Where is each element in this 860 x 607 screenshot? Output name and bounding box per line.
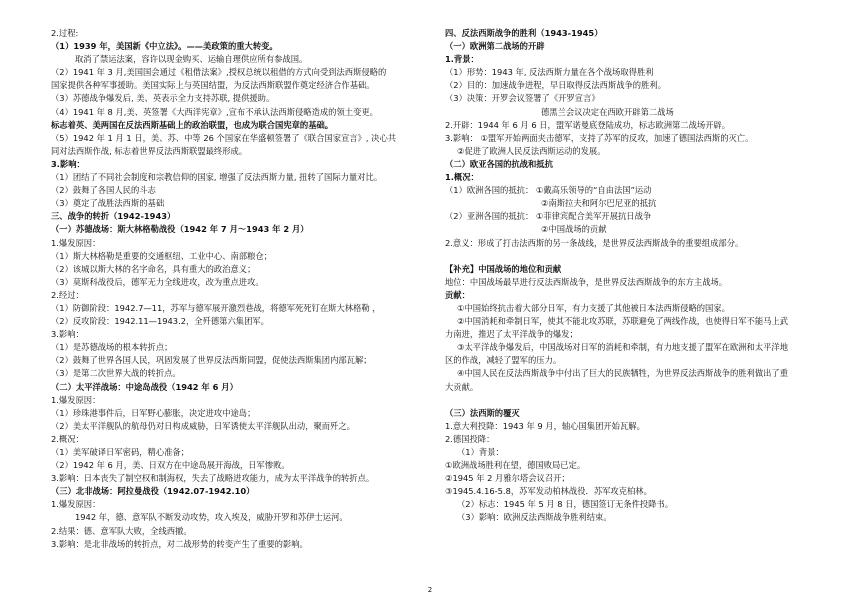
right-text-line: 1.概况： <box>445 172 479 183</box>
left-text-line: 取消了禁运法案，容许以现金购买、运输自理供应所有参战国。 <box>75 54 308 65</box>
right-text-line: （二）欧亚各国的抗战和抵抗 <box>445 158 553 169</box>
left-text-line: 3.影响： <box>51 158 85 169</box>
left-text-line: 3.影响： <box>51 329 84 340</box>
left-text-line: 2.过程: <box>51 28 79 38</box>
left-text-line: （2）1942 年 6 月，美、日双方在中途岛展开海战，日军惨败。 <box>51 460 290 471</box>
left-text-line: 三、战争的转折（1942-1943） <box>51 211 176 222</box>
left-text-line: 3.影响：是北非战场的转折点，对二战形势的转变产生了重要的影响。 <box>51 538 308 549</box>
right-text-line: （3）决策：开罗会议签署了《开罗宣言》 <box>445 93 600 104</box>
left-text-line: （1）是苏德战场的根本转折点； <box>51 342 173 353</box>
right-text-line: 四、反法西斯战争的胜利（1943-1945） <box>445 28 603 38</box>
right-text-line: ③1945.4.16-5.8，苏军发动柏林战役．苏军攻克柏林。 <box>445 486 652 497</box>
left-text-line: （1）防御阶段：1942.7—11，苏军与德军展开激烈巷战，将德军死死钉在斯大林格勒 ， <box>51 302 381 313</box>
right-text-line: （三）法西斯的覆灭 <box>445 407 520 418</box>
left-text-line: （2）美太平洋舰队的航母仍对日构成威胁，日军诱使太平洋舰队出动，聚而歼之。 <box>51 420 355 431</box>
page-number: 2 <box>427 586 433 594</box>
left-text-line: （2）反攻阶段：1942.11—1943.2，全歼德第六集团军。 <box>51 316 269 327</box>
left-text-line: （三）北非战场：阿拉曼战役（1942.07-1942.10） <box>51 486 255 497</box>
left-text-line: 1.爆发原因： <box>51 237 101 248</box>
right-text-line: （一）欧洲第二战场的开辟 <box>445 41 545 52</box>
left-column <box>51 27 419 551</box>
left-text-line: 标志着英、美两国在反法西斯基础上的政治联盟，也成为联合国宪章的基础。 <box>51 119 334 130</box>
left-text-line: 1.爆发原因： <box>51 394 101 405</box>
right-text-line: 地位：中国战场最早进行反法西斯战争，是世界反法西斯战争的东方主战场。 <box>445 276 728 287</box>
left-text-line: 1.爆发原因： <box>51 499 101 510</box>
right-text-line: 力南进，推迟了太平洋战争的爆发； <box>445 329 578 340</box>
right-text-line: 大贡献。 <box>445 381 479 392</box>
left-text-line: （4）1941 年 8 月,美、英签署《大西洋宪章》,宣布不承认法西斯侵略造成的领土变更。 <box>51 106 378 117</box>
right-text-line: 2.意义：形成了打击法西斯的另一条战线，是世界反法西斯战争的重要组成部分。 <box>445 237 744 248</box>
left-text-line: （一）苏德战场：斯大林格勒战役（1942 年 7 月～1943 年 2 月） <box>51 224 309 235</box>
left-text-line: （5）1942 年 1 月 1 日，美、苏、中等 26 个国家在华盛顿签署了《联合国家宣言》, 决心共 <box>51 132 397 143</box>
left-text-line: （3）是第二次世界大战的转折点。 <box>51 368 181 379</box>
right-text-line: （2）标志：1945 年 5 月 8 日，德国签订无条件投降书。 <box>457 499 674 510</box>
right-text-line: 3.影响： ①盟军开始两面夹击德军，支持了苏军的反攻，加速了德国法西斯的灭亡。 <box>445 132 754 143</box>
right-text-line <box>445 250 817 263</box>
left-text-line: （1）珍珠港事件后，日军野心膨胀，决定进攻中途岛； <box>51 407 256 418</box>
right-text-line: （2）目的：加速战争进程，早日取得反法西斯战争的胜利。 <box>445 80 666 91</box>
right-text-line: ①中国始终抗击着大部分日军，有力支援了其他被日本法西斯侵略的国家。 <box>457 302 730 313</box>
right-text-line: 【补充】中国战场的地位和贡献 <box>445 263 562 274</box>
left-text-line: 3.影响：日本丧失了制空权和制海权，失去了战略进攻能力，成为太平洋战争的转折点。 <box>51 473 375 484</box>
left-text-line: 国家提供各种军事援助。美国实际上与英国结盟，为反法西斯联盟作奠定经济合作基础。 <box>51 80 375 91</box>
right-text-line: 1.意大利投降：1943 年 9 月，轴心国集团开始瓦解。 <box>445 420 645 431</box>
left-text-line: 同对法西斯作战, 标志着世界反法西斯联盟最终形成。 <box>51 145 248 156</box>
left-text-line: 1942 年，德、意军队不断发动攻势，攻入埃及，威胁开罗和苏伊士运河。 <box>75 512 348 523</box>
right-text-line: （1）背景： <box>457 447 504 457</box>
right-text-line: 区的作战，减轻了盟军的压力。 <box>445 355 562 366</box>
left-text-line: （3）莫斯科战役后，德军无力全线进攻，改为重点进攻。 <box>51 276 264 287</box>
right-text-line: 贡献： <box>445 289 470 300</box>
right-text-line: ①欧洲战场胜利在望，德国败局已定。 <box>445 460 586 471</box>
right-text-line: ②南斯拉夫和阿尔巴尼亚的抵抗 <box>541 198 657 209</box>
right-text-line: 德黑兰会议决定在西欧开辟第二战场 <box>541 106 674 117</box>
left-text-line: （1）团结了不同社会制度和宗教信仰的国家, 增强了反法西斯力量, 扭转了国际力量对比。 <box>51 172 383 183</box>
right-column <box>445 27 817 525</box>
right-text-line: （1）形势：1943 年, 反法西斯力量在各个战场取得胜利 <box>445 67 654 78</box>
right-text-line: （2）亚洲各国的抵抗： ①菲律宾配合美军开展抗日战争 <box>445 211 652 222</box>
right-text-line: ②促进了欧洲人民反法西斯运动的发展。 <box>457 145 606 156</box>
right-text-line: ④中国人民在反法西斯战争中付出了巨大的民族牺牲，为世界反法西斯战争的胜利做出了重 <box>457 368 789 379</box>
left-text-line: （3）奠定了战胜法西斯的基础 <box>51 198 165 209</box>
left-text-line: （3）苏德战争爆发后, 美、英表示全力支持苏联, 提供援助。 <box>51 93 275 104</box>
left-text-line: （1）1939 年，美国新《中立法》。——美政策的重大转变。 <box>51 41 278 52</box>
left-text-line: 2.经过： <box>51 289 84 300</box>
right-text-line: ②中国消耗和牵制日军，使其不能北攻苏联，苏联避免了两线作战，也使得日军不能马上武 <box>457 316 789 327</box>
right-text-line: ③太平洋战争爆发后，中国战场对日军的消耗和牵制，有力地支援了盟军在欧洲和太平洋地 <box>457 342 789 353</box>
right-text-line: ②中国战场的贡献 <box>541 224 607 235</box>
left-text-line: 2.概况： <box>51 433 84 444</box>
right-text-line: ②1945 年 2 月雅尔塔会议召开； <box>445 473 570 484</box>
right-text-line: 1.背景： <box>445 54 479 65</box>
left-text-line: （2）鼓舞了世界各国人民，巩固发展了世界反法西斯同盟，促使法西斯集团内部瓦解； <box>51 355 372 366</box>
right-text-line: 2.德国投降： <box>445 433 495 444</box>
left-text-line: （1）美军破译日军密码，精心准备； <box>51 447 190 457</box>
left-text-line: （2）鼓舞了各国人民的斗志 <box>51 185 156 196</box>
left-text-line: 2.结果：德、意军队大败，全线西撤。 <box>51 525 192 536</box>
left-text-line: （2）1941 年 3 月,美国国会通过《租借法案》,授权总统以租借的方式向受到法西斯侵略的 <box>51 67 387 78</box>
left-text-line: （2）该城以斯大林的名字命名，具有重大的政治意义； <box>51 263 256 274</box>
right-text-line: （1）欧洲各国的抵抗： ①戴高乐领导的“自由法国”运动 <box>445 185 652 196</box>
right-text-line <box>445 394 817 407</box>
left-text-line: （二）太平洋战场：中途岛战役（1942 年 6 月） <box>51 381 238 392</box>
right-text-line: （3）影响：欧洲反法西斯战争胜利结束。 <box>457 512 612 523</box>
right-text-line: 2.开辟：1944 年 6 月 6 日，盟军诺曼底登陆成功，标志欧洲第二战场开辟。 <box>445 119 731 130</box>
left-text-line: （1）斯大林格勒是重要的交通枢纽、工业中心、南部粮仓； <box>51 250 272 261</box>
